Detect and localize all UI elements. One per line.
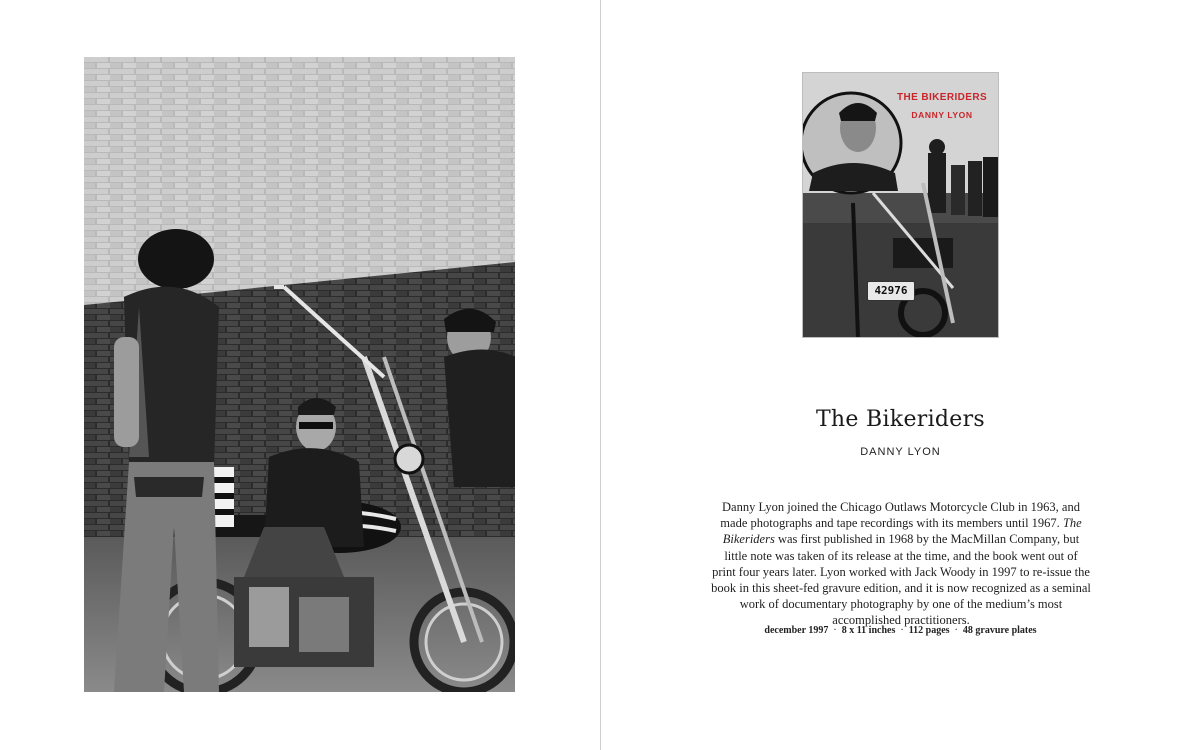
license-plate: 42976 [867,281,915,301]
description-part-1: Danny Lyon joined the Chicago Outlaws Motorcycle Club in 1963, and made photographs and tape recordings with its members until 1967. [720,500,1080,531]
spec-dimensions: 8 x 11 inches [841,625,896,636]
spec-date: december 1997 [764,625,829,636]
book-specs [601,625,1200,636]
spec-pages: 112 pages [908,625,950,636]
book-title: The Bikeriders [815,407,986,432]
right-page [601,0,1200,750]
spec-plates: 48 gravure plates [962,625,1037,636]
book-cover [803,73,998,337]
cover-title: THE BIKERIDERS [896,92,988,103]
cover-author: DANNY LYON [911,110,973,120]
book-description [711,499,1091,629]
description-part-2: was first published in 1968 by the MacMillan Company, but little note was taken of its release at the time, and the book went out of print four years later. Lyon worked with Jack Woody in 1997 to re-issue the book in this sheet-fed gravure edition, and it is now recognized as a seminal work of documentary photography by one of the medium’s most accomplished practitioners. [711,532,1091,628]
photo-illustration [84,57,515,692]
spec-separator: · [954,625,958,636]
description-italic-title: The Bikeriders [722,516,1082,547]
book-author: DANNY LYON [860,446,941,458]
spec-separator: · [833,625,837,636]
bikeriders-photograph [84,57,515,692]
spec-separator: · [900,625,904,636]
